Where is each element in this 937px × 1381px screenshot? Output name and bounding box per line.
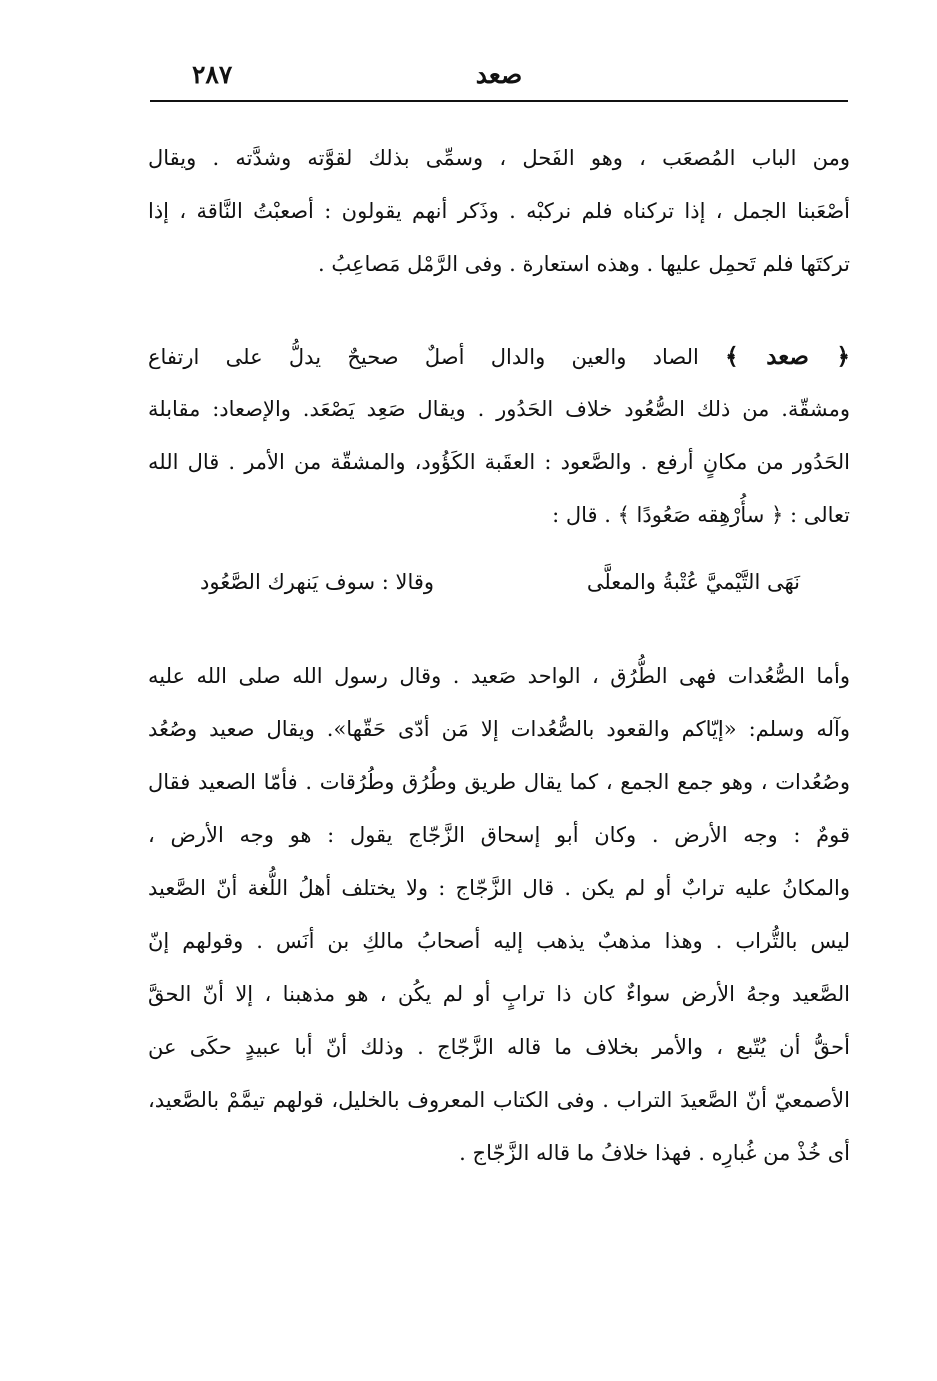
verse-hemistich-2: وقالا : سوف يَنهرك الصَّعُود bbox=[200, 570, 435, 594]
running-head: صعد bbox=[475, 60, 523, 89]
text-line bbox=[148, 330, 850, 383]
verse-hemistich-1: نَهَى التَّيْميَّ عُتْبةُ والمعلَّى bbox=[586, 570, 800, 594]
page-number: ٢٨٧ bbox=[192, 60, 233, 89]
paragraph-entry-sad bbox=[148, 330, 850, 542]
text-line: تركتَها فلم تَحمِل عليها . وهذه استعارة . وفى الرَّمْل مَصاعِبُ . bbox=[318, 252, 850, 276]
entry-first-line: الصاد والعين والدال أصلٌ صحيحٌ يدلُّ على ارتفاع bbox=[148, 345, 699, 369]
text-line: والمكانُ عليه ترابٌ أو لم يكن . قال الزَّجّاج : ولا يختلف أهلُ اللُّغة أنّ الصَّعيد bbox=[148, 876, 850, 900]
text-line: أصْعَبنا الجمل ، إذا تركناه فلم نركبْه . وذَكر أنهم يقولون : أصعبْتُ النَّاقة ، إذا bbox=[148, 199, 850, 223]
text-line: أى خُذْ من غُبارِه . فهذا خلافُ ما قاله الزَّجّاج . bbox=[459, 1141, 850, 1165]
text-line: ومن الباب المُصعَب ، وهو الفَحل ، وسمِّى بذلك لقوَّته وشدَّته . ويقال bbox=[148, 146, 850, 170]
text-line: قومٌ : وجه الأرض . وكان أبو إسحاق الزَّجّاج يقول : هو وجه الأرض ، bbox=[148, 823, 850, 847]
text-line: وآله وسلم: «إيّاكم والقعود بالصُّعُدات إلا مَن أدّى حَقّها». ويقال صعيد وصُعُد bbox=[148, 717, 850, 741]
text-line: ليس بالتُّراب . وهذا مذهبٌ يذهب إليه أصحابُ مالكِ بن أنَس . وقولهم إنّ bbox=[148, 929, 850, 953]
entry-headword: ﴿ صعد ﴾ bbox=[725, 343, 850, 370]
text-line: وصُعُدات ، وهو جمع الجمع ، كما يقال طريق وطُرُق وطُرُقات . فأمّا الصعيد فقال bbox=[148, 770, 850, 794]
text-line: وأما الصُّعُدات فهى الطُّرُق ، الواحد صَعيد . وقال رسول الله صلى الله عليه bbox=[148, 664, 850, 688]
text-line: الأصمعيّ أنّ الصَّعيدَ التراب . وفى الكتاب المعروف بالخليل، قولهم تيمَّمْ بالصَّعيد، bbox=[148, 1088, 850, 1112]
text-line: أحقُّ أن يُتّبع ، والأمر بخلاف ما قاله الزَّجّاج . وذلك أنّ أبا عبيدٍ حكَى عن bbox=[148, 1035, 850, 1059]
text-line: تعالى : ﴿ سأُرْهِقه صَعُودًا ﴾ . قال : bbox=[552, 503, 850, 527]
poetry-verse bbox=[200, 556, 800, 609]
page-header bbox=[150, 52, 848, 102]
text-line: الصَّعيد وجهُ الأرض سواءٌ كان ذا ترابٍ أو لم يكُن ، هو مذهبنا ، إلا أنّ الحقَّ bbox=[148, 982, 850, 1006]
text-line: ومشقّة. من ذلك الصُّعُود خلاف الحَدُور . ويقال صَعِد يَصْعَد. والإصعاد: مقابلة bbox=[148, 397, 850, 421]
paragraph-3 bbox=[148, 650, 850, 1180]
text-line: الحَدُور من مكانٍ أرفع . والصَّعود : العقَبة الكَؤُود، والمشقّة من الأمر . قال الله bbox=[148, 450, 850, 474]
paragraph-1 bbox=[148, 132, 850, 291]
